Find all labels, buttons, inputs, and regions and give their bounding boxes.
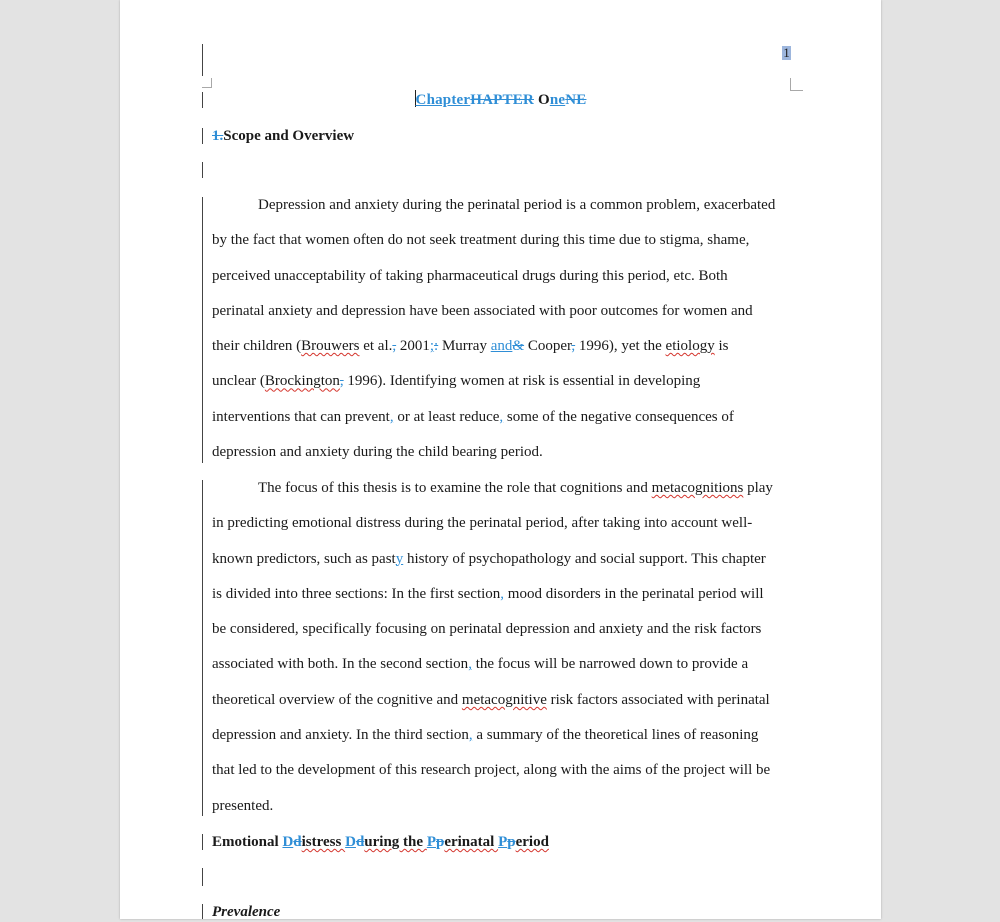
text-run: , [571,338,576,355]
text-run: d [355,834,365,850]
text-run: their children ( [212,338,302,355]
text-line: by the fact that women often do not seek treatment during this time due to stigma, shame, [212,232,750,249]
text-run: , [468,727,473,744]
text-run: erinatal [444,834,499,850]
text-line: that led to the development of this research project, along with the aims of the project will be [212,762,771,779]
text-line [212,577,812,612]
change-bar [202,868,203,886]
text-run: Scope and Overview [223,128,355,144]
text-run: , [468,656,472,673]
text-run: , [499,408,504,425]
paragraph-2[interactable] [212,471,812,824]
text-run: is [714,338,729,355]
text-run: some of the negative consequences of [503,408,734,425]
text-run: 1996). [343,373,390,390]
text-run: play [743,480,773,496]
text-run: P [498,834,508,850]
text-run: d [293,834,302,850]
text-line: perceived unacceptability of taking pharmaceutical drugs during this period, etc. Both [212,267,728,284]
text-run: : [434,338,439,355]
text-run: mood disorders in the perinatal period will [504,585,764,602]
text-run: NE [565,92,587,108]
spelling-flag: Brouwers [301,338,360,355]
text-run: eriod [515,834,549,850]
text-run: is divided into three sections: In the first section [212,585,501,602]
text-line [212,364,812,399]
text-line [212,718,812,753]
text-run: theoretical overview of the cognitive and [212,691,462,708]
text-run: The focus of this thesis is to examine the role that cognitions and [258,480,652,496]
text-line [212,542,812,577]
change-bar [202,197,203,463]
text-run: depression and anxiety. In the third section [212,727,469,744]
text-run: O [537,92,550,108]
spelling-flag: metacognitions [651,480,744,496]
text-run: p [507,834,516,850]
text-line [212,683,812,718]
text-run: , [500,585,505,602]
text-run: 1996), yet the [575,338,666,355]
text-run: P [426,834,436,850]
page-number[interactable]: 1 [783,45,790,60]
text-run: history of psychopathology and social support. This chapter [403,550,766,567]
crop-mark-top-left [202,78,212,88]
text-run: and [490,338,513,355]
spelling-flag: metacognitive [461,691,547,708]
change-bar [202,162,203,178]
change-bar [202,480,203,816]
deleted-section-number: 1. [212,128,224,144]
text-run: , [389,408,394,425]
text-run: known predictors, such as past [212,550,396,567]
text-run: D [345,834,356,850]
text-run: Emotional [212,834,283,850]
text-run: ; [429,338,435,355]
text-run: uring the [364,834,427,850]
text-run: ne [549,92,566,108]
document-page[interactable] [120,0,881,919]
text-line: be considered, specifically focusing on perinatal depression and anxiety and the risk factors [212,621,762,638]
text-run: or at least reduce [393,408,500,425]
text-run: interventions that can prevent [212,408,390,425]
text-line: Depression and anxiety during the perinatal period is a common problem, exacerbated [258,197,776,213]
text-run: & [512,338,525,355]
text-run: p [435,834,445,850]
text-line: in predicting emotional distress during the perinatal period, after taking into account well- [212,515,753,532]
text-run: risk factors associated with perinatal [546,691,770,708]
text-line [212,329,812,364]
text-run: istress [301,834,346,850]
paragraph-1[interactable] [212,188,812,470]
text-line [212,400,812,435]
text-run: unclear ( [212,373,265,390]
text-run: et al. [359,338,393,355]
text-line [212,471,812,506]
text-run: , [339,373,344,390]
text-run: D [282,834,294,850]
text-run: Identifying women at risk is essential in developing [389,373,701,390]
text-run: hapter [426,92,471,108]
text-run: Cooper [524,338,572,355]
change-bar [202,128,203,144]
text-line: perinatal anxiety and depression have been associated with poor outcomes for women and [212,302,753,319]
change-bar [202,834,203,850]
text-run: 2001 [396,338,430,355]
subheading[interactable] [212,832,549,852]
text-line [212,647,812,682]
text-run: C [415,92,427,108]
text-run: the focus will be narrowed down to provide a [471,656,749,673]
text-run: Murray [438,338,491,355]
text-run: , [392,338,397,355]
spelling-flag: etiology [665,338,715,355]
text-run: a summary of the theoretical lines of reasoning [472,727,759,744]
sub-subheading[interactable]: Prevalence [212,904,281,920]
text-run: y [395,550,404,567]
change-bar [202,44,203,76]
section-heading[interactable] [212,126,354,146]
chapter-title[interactable] [120,90,881,110]
text-line: presented. [212,797,274,814]
change-bar [202,904,203,919]
spelling-flag: Brockington [264,373,340,390]
text-line: depression and anxiety during the child bearing period. [212,444,543,461]
text-run: HAPTER [470,92,534,108]
text-run: associated with both. In the second section [212,656,469,673]
